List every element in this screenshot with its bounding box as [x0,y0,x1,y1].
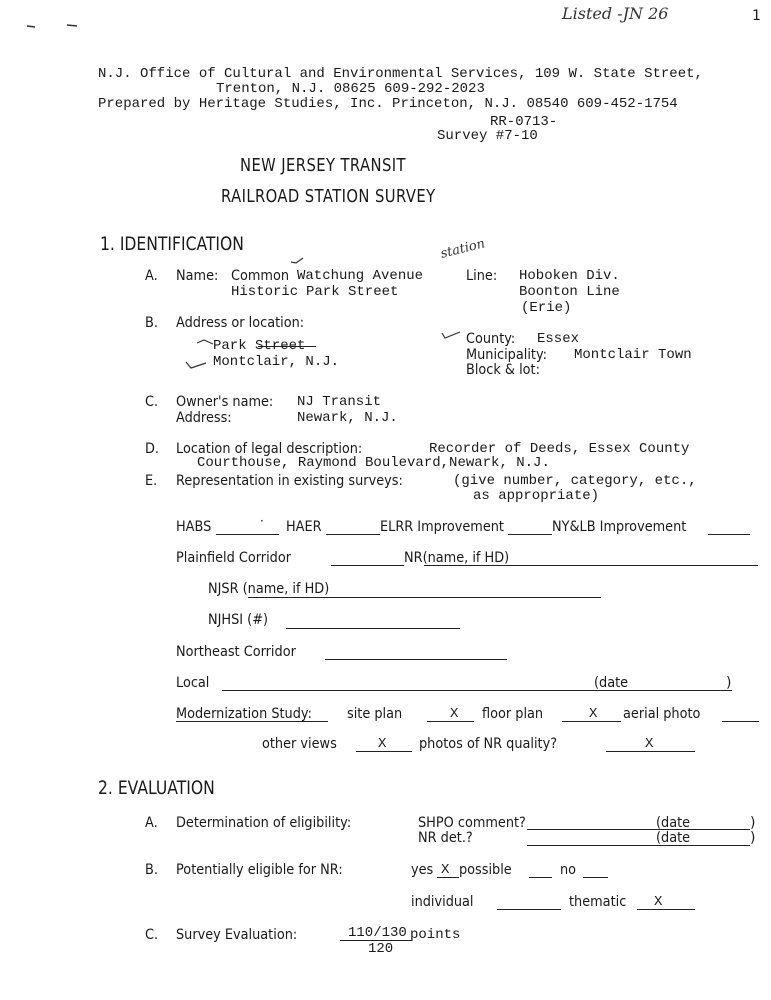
other-views-value: X [378,736,387,752]
local-date-close: ) [726,675,732,691]
local-label: Local [176,675,210,691]
aerial-photo-field[interactable] [722,721,759,722]
owner-address-label: Address: [176,410,232,426]
shpo-comment-label: SHPO comment? [418,815,526,831]
njhsi-label: NJHSI (#) [208,612,269,628]
check-mark-icon [441,330,461,340]
possible-label: possible [459,862,512,878]
legal-description-value-1: Recorder of Deeds, Essex County [429,441,690,457]
possible-field[interactable] [529,877,552,878]
municipality-label: Municipality: [466,347,547,363]
header-line-2: Trenton, N.J. 08625 609-292-2023 [216,81,485,97]
line-value-3: (Erie) [521,300,572,316]
no-label: no [560,862,577,878]
floor-plan-value: X [589,706,598,722]
page-number: 1 [752,8,761,24]
thematic-value: X [654,894,663,910]
modernization-study-label: Modernization Study: [176,706,312,722]
check-mark-icon [196,337,214,347]
site-plan-label: site plan [347,706,403,722]
name-label: Name: [176,268,219,284]
address-location-label: Address or location: [176,315,305,331]
item-b-letter: B. [145,315,158,331]
site-plan-value: X [450,706,459,722]
local-date-label: (date [594,675,629,691]
address-line-2: Montclair, N.J. [213,354,340,370]
owner-name-label: Owner's name: [176,394,274,410]
individual-field[interactable] [497,909,561,910]
northeast-corridor-field[interactable] [325,659,507,660]
njhsi-field[interactable] [286,628,460,629]
no-field[interactable] [583,877,608,878]
points-label: points [410,927,461,943]
survey-number: Survey #7-10 [437,128,538,144]
nr-field[interactable] [424,565,758,566]
eligibility-label: Determination of eligibility: [176,815,352,831]
legal-description-value-2: Courthouse, Raymond Boulevard,Newark, N.J. [197,455,550,471]
existing-surveys-hint-1: (give number, category, etc., [453,473,697,489]
photos-nr-value: X [645,736,654,752]
individual-label: individual [411,894,474,910]
yes-value: X [441,862,450,878]
plainfield-corridor-label: Plainfield Corridor [176,550,292,566]
item-d-letter: D. [145,441,160,457]
common-label: Common [231,268,290,284]
survey-score: 110/130 [348,925,407,941]
title-line-1: NEW JERSEY TRANSIT [240,155,406,176]
section-evaluation-heading: 2. EVALUATION [98,777,215,799]
shpo-date-label: (date [656,815,691,831]
nr-det-date-label: (date [656,830,691,846]
nylb-label: NY&LB Improvement [552,519,687,535]
elrr-label: ELRR Improvement [380,519,504,535]
nr-label: NR(name, if HD) [404,550,510,566]
njsr-field[interactable] [248,597,601,598]
section-identification-heading: 1. IDENTIFICATION [100,233,244,255]
habs-field[interactable] [216,534,279,535]
haer-label: HAER [286,519,322,535]
njsr-label: NJSR (name, if HD) [208,581,330,597]
strikethrough-mark [258,346,316,347]
yes-label: yes [411,862,434,878]
habs-label: HABS [176,519,212,535]
handwritten-note: Listed -JN 26 [562,4,669,23]
photos-nr-label: photos of NR quality? [419,736,558,752]
shpo-comment-field[interactable] [527,829,750,830]
title-line-2: RAILROAD STATION SURVEY [221,186,436,207]
header-line-1: N.J. Office of Cultural and Environmental Services, 109 W. State Street, [98,66,703,82]
county-value: Essex [537,331,580,347]
nr-det-date-close: ) [750,830,756,846]
line-value-2: Boonton Line [519,284,620,300]
plainfield-corridor-field[interactable] [331,565,404,566]
common-name-value: Watchung Avenue [297,268,424,284]
owner-name-value: NJ Transit [297,394,382,410]
haer-field[interactable] [326,534,380,535]
item-a-letter: A. [145,268,158,284]
address-line-1: Park Street [213,338,306,354]
ink-dot: · [260,514,264,528]
potentially-eligible-label: Potentially eligible for NR: [176,862,343,878]
local-field[interactable] [222,690,732,691]
eval-c-letter: C. [145,927,159,943]
municipality-value: Montclair Town [574,347,692,363]
eval-b-letter: B. [145,862,158,878]
nr-det-field[interactable] [527,845,750,846]
legal-description-label: Location of legal description: [176,441,363,457]
existing-surveys-hint-2: as appropriate) [473,488,600,504]
eval-a-letter: A. [145,815,158,831]
thematic-field[interactable] [637,909,695,910]
historic-label: Historic [231,284,299,300]
thematic-label: thematic [569,894,627,910]
northeast-corridor-label: Northeast Corridor [176,644,296,660]
line-label: Line: [466,268,498,284]
modernization-underline [176,721,328,722]
ref-number: RR-0713- [490,114,558,130]
shpo-date-close: ) [750,815,756,831]
block-lot-label: Block & lot: [466,362,540,378]
historic-name-value: Park Street [306,284,399,300]
header-line-3: Prepared by Heritage Studies, Inc. Princeton, N.J. 08540 609-452-1754 [98,96,678,112]
item-c-letter: C. [145,394,159,410]
survey-evaluation-label: Survey Evaluation: [176,927,298,943]
elrr-field[interactable] [508,534,552,535]
item-e-letter: E. [145,473,158,489]
floor-plan-label: floor plan [482,706,544,722]
nr-det-label: NR det.? [418,830,473,846]
line-value-1: Hoboken Div. [519,268,620,284]
stray-ink-marks [25,18,85,32]
nylb-field[interactable] [708,534,750,535]
check-mark-icon [185,358,207,370]
handwritten-station-note: station [439,236,487,262]
existing-surveys-label: Representation in existing surveys: [176,473,403,489]
other-views-label: other views [262,736,337,752]
aerial-photo-label: aerial photo [623,706,701,722]
owner-address-value: Newark, N.J. [297,410,398,426]
county-label: County: [466,331,516,347]
check-mark-icon [290,257,304,265]
score-denominator: 120 [368,941,394,957]
